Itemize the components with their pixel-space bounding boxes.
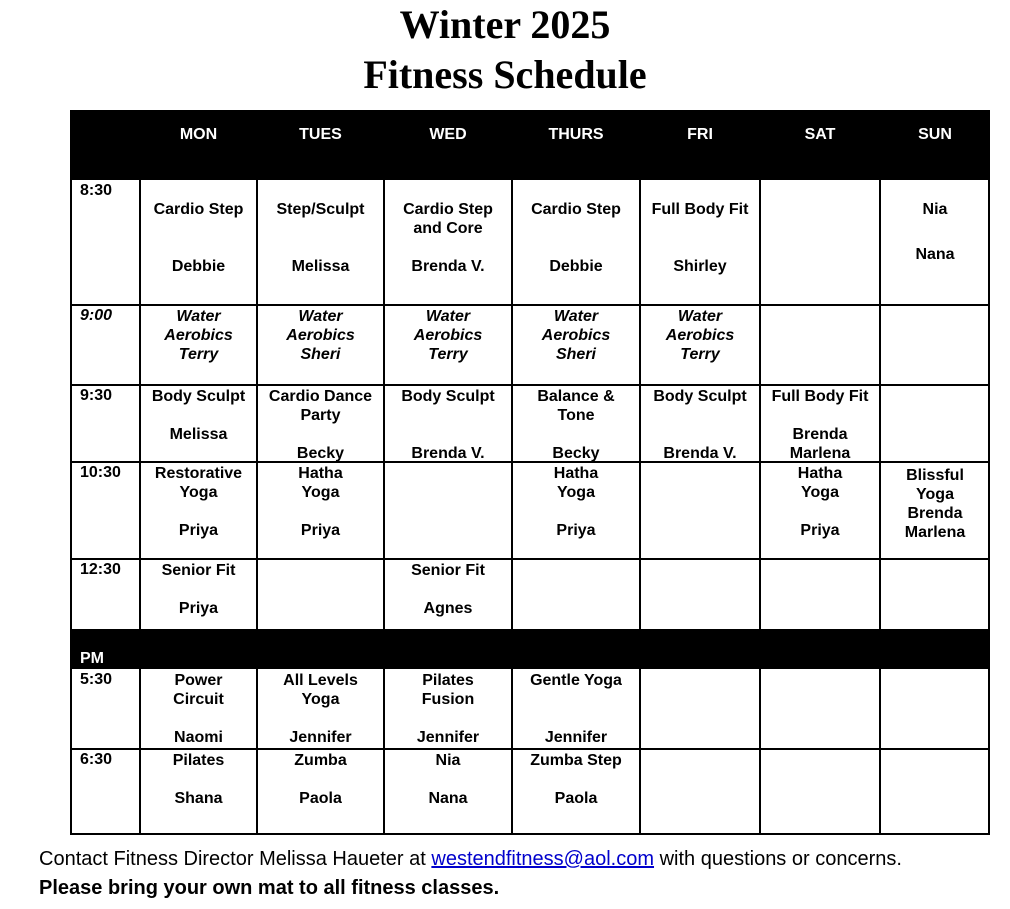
instructor-name: Nana <box>428 790 468 807</box>
class-cell-wed <box>384 200 512 321</box>
day-header-fri: FRI <box>687 126 713 143</box>
class-cell-fri <box>640 387 760 460</box>
time-label: 5:30 <box>80 671 113 688</box>
contact-note: Contact Fitness Director Melissa Haueter at westendfitness@aol.com with questions or concerns. <box>39 848 902 870</box>
class-name: Cardio Dance Party <box>268 388 373 424</box>
instructor-name: Priya <box>178 522 219 539</box>
class-cell-thurs <box>512 561 640 627</box>
pm-label: PM <box>80 650 104 667</box>
instructor-name: Priya <box>178 600 219 617</box>
class-cell-mon <box>140 751 257 833</box>
row-divider <box>72 558 990 560</box>
class-name: Water Aerobics Terry <box>164 308 233 363</box>
class-cell-sun <box>880 751 990 833</box>
row-divider <box>72 384 990 386</box>
class-cell-wed <box>384 307 512 383</box>
class-cell-mon <box>140 671 257 747</box>
instructor-name: Agnes <box>423 600 473 617</box>
class-name: Pilates <box>172 752 225 769</box>
class-cell-sun <box>880 200 990 321</box>
class-cell-tues <box>257 464 384 557</box>
class-name: Full Body Fit <box>651 201 749 218</box>
pm-bar <box>72 629 990 669</box>
class-name: Body Sculpt <box>653 388 747 405</box>
class-name: Pilates Fusion <box>421 672 475 708</box>
class-name: Water Aerobics Terry <box>413 308 483 363</box>
time-label: 12:30 <box>80 561 121 578</box>
instructor-name: Melissa <box>169 426 228 443</box>
class-cell-wed <box>384 387 512 460</box>
class-name: Water Aerobics Sheri <box>541 308 611 363</box>
class-cell-sat <box>760 671 880 747</box>
instructor-name: Debbie <box>171 258 226 275</box>
class-cell-tues <box>257 387 384 460</box>
class-cell-tues <box>257 307 384 383</box>
schedule-table <box>70 110 990 835</box>
day-header-mon: MON <box>179 126 218 143</box>
class-cell-thurs <box>512 751 640 833</box>
row-divider <box>72 748 990 750</box>
class-cell-thurs <box>512 464 640 557</box>
class-cell-wed <box>384 751 512 833</box>
class-name: Hatha Yoga <box>797 465 843 501</box>
class-name: Hatha Yoga <box>553 465 599 501</box>
class-cell-sat <box>760 751 880 833</box>
instructor-name: Jennifer <box>289 729 352 746</box>
class-name: All Levels Yoga <box>283 672 358 708</box>
day-header-thurs: THURS <box>548 126 604 143</box>
instructor-name: Brenda Marlena <box>789 426 851 462</box>
instructor-name: Nana <box>915 246 955 263</box>
class-cell-sun <box>880 561 990 627</box>
class-cell-sun <box>880 307 990 383</box>
instructor-name: Paola <box>299 790 342 807</box>
instructor-name: Brenda V. <box>411 258 485 275</box>
class-name: Blissful Yoga Brenda Marlena <box>904 467 966 541</box>
class-cell-sat <box>760 561 880 627</box>
class-cell-sat <box>760 464 880 557</box>
class-cell-thurs <box>512 200 640 321</box>
class-cell-thurs <box>512 671 640 747</box>
class-cell-thurs <box>512 307 640 383</box>
header-bar <box>72 112 990 180</box>
class-name: Zumba Step <box>530 752 622 769</box>
class-cell-mon <box>140 387 257 460</box>
title-line-1: Winter 2025 <box>399 2 611 47</box>
class-name: Cardio Step and Core <box>403 201 493 237</box>
mat-note: Please bring your own mat to all fitness classes. <box>39 877 500 899</box>
time-label: 9:30 <box>80 387 113 404</box>
class-cell-sun <box>880 466 990 559</box>
class-name: Zumba <box>294 752 347 769</box>
instructor-name: Priya <box>556 522 596 539</box>
class-cell-mon <box>140 200 257 321</box>
class-name: Cardio Step <box>153 201 244 218</box>
class-name: Body Sculpt <box>151 388 246 405</box>
class-cell-sun <box>880 671 990 747</box>
class-name: Full Body Fit <box>771 388 869 405</box>
time-label: 8:30 <box>80 182 113 199</box>
class-name: Gentle Yoga <box>530 672 622 689</box>
class-name: Power Circuit <box>173 672 224 708</box>
class-name: Nia <box>435 752 461 769</box>
instructor-name: Priya <box>300 522 341 539</box>
instructor-name: Melissa <box>291 258 350 275</box>
time-label: 6:30 <box>80 751 113 768</box>
day-header-wed: WED <box>429 126 467 143</box>
class-cell-wed <box>384 561 512 627</box>
time-label: 9:00 <box>80 307 113 324</box>
instructor-name: Becky <box>296 445 345 462</box>
class-cell-sat <box>760 387 880 460</box>
day-header-tues: TUES <box>299 126 342 143</box>
day-header-sun: SUN <box>918 126 952 143</box>
class-cell-sat <box>760 200 880 321</box>
instructor-name: Jennifer <box>544 729 608 746</box>
class-name: Senior Fit <box>411 562 485 579</box>
class-cell-sun <box>880 387 990 460</box>
class-name: Senior Fit <box>161 562 236 579</box>
instructor-name: Shana <box>174 790 223 807</box>
class-cell-fri <box>640 200 760 321</box>
class-cell-wed <box>384 671 512 747</box>
class-cell-mon <box>140 561 257 627</box>
class-cell-sat <box>760 307 880 383</box>
class-cell-tues <box>257 671 384 747</box>
class-name: Balance & Tone <box>537 388 615 424</box>
class-cell-fri <box>640 561 760 627</box>
class-cell-fri <box>640 671 760 747</box>
class-cell-fri <box>640 751 760 833</box>
class-cell-mon <box>140 464 257 557</box>
day-header-sat: SAT <box>804 126 836 143</box>
instructor-name: Naomi <box>174 729 223 746</box>
class-name: Water Aerobics Terry <box>665 308 735 363</box>
class-name: Restorative Yoga <box>154 465 243 501</box>
class-name: Water Aerobics Sheri <box>286 308 355 363</box>
instructor-name: Brenda V. <box>663 445 737 462</box>
time-label: 10:30 <box>80 464 121 481</box>
instructor-name: Shirley <box>673 258 727 275</box>
class-cell-tues <box>257 751 384 833</box>
class-cell-thurs <box>512 387 640 460</box>
class-cell-mon <box>140 307 257 383</box>
class-name: Step/Sculpt <box>276 201 365 218</box>
email-link[interactable]: westendfitness@aol.com <box>431 848 655 870</box>
class-cell-fri <box>640 307 760 383</box>
class-name: Cardio Step <box>531 201 621 218</box>
instructor-name: Priya <box>800 522 840 539</box>
class-cell-wed <box>384 464 512 557</box>
instructor-name: Becky <box>552 445 600 462</box>
class-name: Hatha Yoga <box>298 465 343 501</box>
class-cell-tues <box>257 561 384 627</box>
class-name: Nia <box>922 201 948 218</box>
instructor-name: Jennifer <box>416 729 480 746</box>
class-cell-fri <box>640 464 760 557</box>
class-cell-tues <box>257 200 384 321</box>
instructor-name: Debbie <box>549 258 603 275</box>
class-name: Body Sculpt <box>401 388 495 405</box>
title-line-2: Fitness Schedule <box>363 52 647 97</box>
instructor-name: Brenda V. <box>411 445 485 462</box>
instructor-name: Paola <box>554 790 598 807</box>
